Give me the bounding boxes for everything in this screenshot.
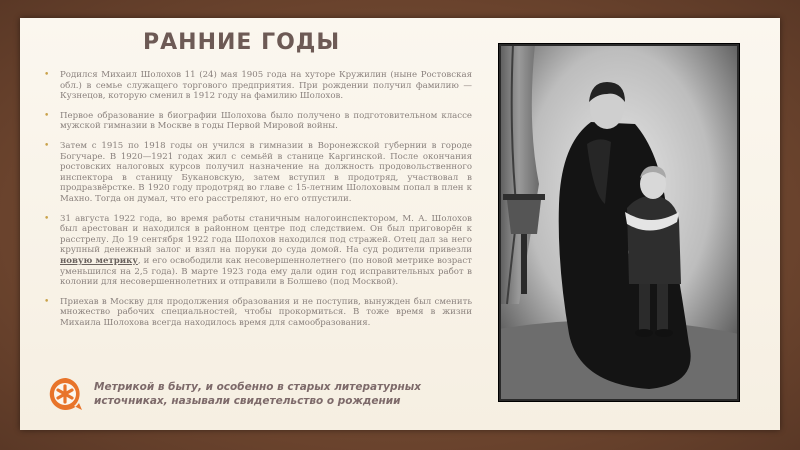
- footnote-text: Метрикой в быту, и особенно в старых литературных источниках, называли свидетельство о рождении: [94, 381, 422, 407]
- family-photo: [498, 43, 740, 402]
- bullet-first-education: • Первое образование в биографии Шолохова было получено в подготовительном классе мужской гимназии в Москве в годы Первой Мировой войны.: [42, 111, 472, 132]
- bullet-birth: • Родился Михаил Шолохов 11 (24) мая 1905 года на хуторе Кружилин (ныне Ростовская обл.) в семье служащего торгового предприятия. При рождении получил фамилию — Кузнецов, которую сменил в 1912 году на фамилию Шолохов.: [42, 70, 472, 102]
- family-photo-image: [499, 44, 739, 401]
- bullet-arrest-text-after: , и его освободили как несовершеннолетнего (по новой метрике возраст уменьшился на 2,5 года). В марте 1923 года ему дали один год исправительных работ в колонии для несовершеннолетних и отправили в Болшево (под Москвой).: [60, 255, 472, 288]
- asterisk-speech-bubble-icon: [48, 376, 84, 412]
- bullet-moscow: • Приехав в Москву для продолжения образования и не поступив, вынужден был сменить множество рабочих специальностей, чтобы прокормиться. В тоже время в жизни Михаила Шолохова всегда находилось время для самообразования.: [42, 297, 472, 329]
- new-metric-link[interactable]: новую метрику: [60, 255, 138, 266]
- footnote: [48, 376, 468, 416]
- bullet-arrest-text-before: 31 августа 1922 года, во время работы станичным налогоинспектором, М. А. Шолохов был арестован и находился в районном центре под следствием. Он был приговорён к расстрелу. До 19 сентября 1922 года Шолохов находился под стражей. Отец дал за него крупный денежный залог и взял на поруки до суда домой. На суд родители привезли: [60, 213, 472, 256]
- bullet-arrest: [42, 214, 472, 288]
- bullet-gymnasium: • Затем с 1915 по 1918 годы он учился в гимназии в Воронежской губернии в городе Богучаре. В 1920—1921 годах жил с семьёй в станице Каргинской. После окончания ростовских налоговых курсов получил назначение на должность продовольственного инспектора в станицу Букановскую, затем вступил в продотряд, участвовал в продразвёрстке. В 1920 году продотряд во главе с 15-летним Шолоховым попал в плен к Махно. Тогда он думал, что его расстреляют, но его отпустили.: [42, 141, 472, 205]
- slide-title: РАННИЕ ГОДЫ: [143, 30, 341, 55]
- biography-list: [42, 70, 472, 337]
